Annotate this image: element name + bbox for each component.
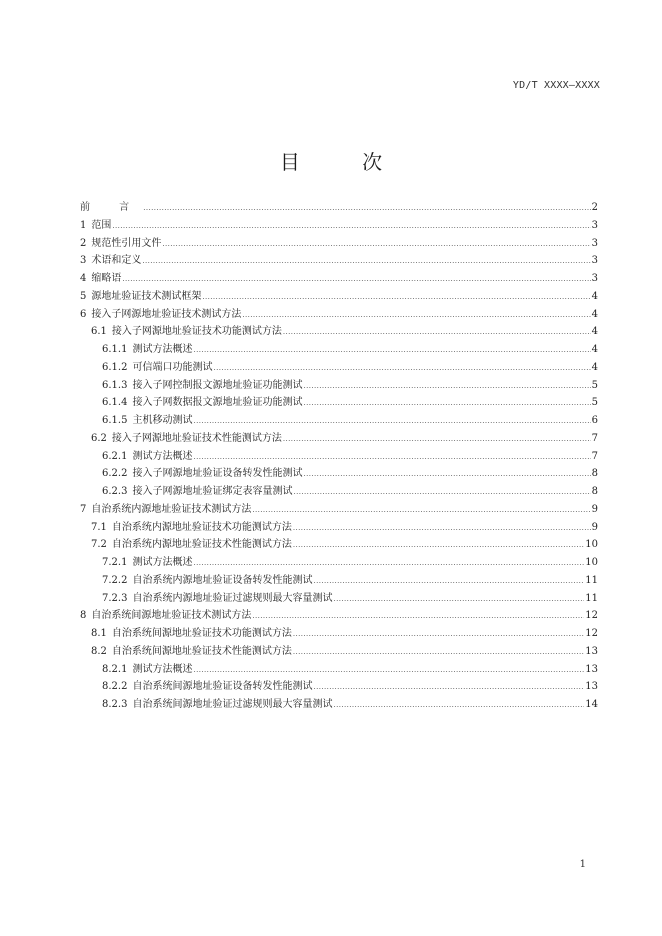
toc-entry[interactable]	[80, 235, 598, 253]
toc-entry-page: 12	[585, 628, 598, 639]
toc-entry-page: 11	[585, 592, 598, 604]
toc-entry-title: 测试方法概述	[132, 663, 193, 675]
toc-entry[interactable]	[80, 288, 598, 306]
page-number: 1	[579, 859, 586, 870]
toc-entry-title: 接入子网源地址验证技术性能测试方法	[111, 432, 282, 444]
toc-entry-number: 6.1	[91, 326, 107, 338]
toc-entry-page: 4	[591, 308, 598, 320]
toc-entry-number: 8.2.1	[102, 663, 128, 675]
toc-entry-title: 主机移动测试	[132, 415, 193, 426]
toc-leader-dots	[303, 466, 590, 484]
toc-leader-dots	[213, 360, 590, 378]
toc-entry-title: 自治系统间源地址验证设备转发性能测试	[132, 681, 313, 693]
toc-leader-dots	[293, 484, 590, 502]
toc-entry-number: 7.2	[91, 539, 107, 551]
toc-entry-number: 7	[80, 503, 87, 515]
toc-leader-dots	[313, 679, 584, 697]
toc-entry-number: 8.2	[91, 645, 107, 657]
toc-entry-page: 11	[585, 574, 598, 586]
toc-entry-number: 6.1.4	[102, 397, 128, 409]
toc-leader-dots	[293, 520, 591, 538]
toc-entry-title: 自治系统间源地址验证技术性能测试方法	[111, 645, 292, 657]
toc-entry-title: 源地址验证技术测试框架	[91, 290, 202, 302]
toc-entry-title: 自治系统内源地址验证技术测试方法	[91, 503, 252, 515]
toc-entry[interactable]	[80, 448, 598, 466]
toc-leader-dots	[193, 449, 590, 467]
toc-entry-page: 9	[591, 503, 598, 515]
toc-entry[interactable]	[80, 607, 598, 625]
toc-entry-number: 7.1	[91, 521, 107, 533]
toc-leader-dots	[283, 324, 591, 342]
toc-entry-title: 自治系统内源地址验证技术功能测试方法	[111, 521, 292, 533]
toc-entry-title: 规范性引用文件	[91, 237, 162, 249]
toc-entry[interactable]	[80, 554, 598, 572]
toc-entry-number: 8.2.2	[102, 681, 128, 693]
toc-entry-number: 4	[80, 273, 87, 284]
toc-leader-dots	[252, 608, 584, 626]
toc-entry-number: 6.2.2	[102, 468, 128, 480]
toc-entry-page: 10	[585, 557, 598, 568]
toc-entry[interactable]	[80, 678, 598, 696]
toc-entry-page: 3	[591, 273, 598, 284]
toc-leader-dots	[242, 307, 590, 325]
toc-entry-page: 5	[591, 379, 598, 391]
toc-entry-title: 自治系统间源地址验证技术功能测试方法	[111, 628, 292, 639]
toc-leader-dots	[293, 537, 584, 555]
toc-entry-title: 自治系统间源地址验证技术测试方法	[91, 610, 252, 622]
toc-entry-title: 接入子网源地址验证设备转发性能测试	[132, 468, 303, 480]
toc-entry-title: 可信端口功能测试	[132, 361, 213, 373]
toc-entry[interactable]	[80, 306, 598, 324]
toc-entry[interactable]	[80, 501, 598, 519]
toc-entry[interactable]	[80, 377, 598, 395]
toc-entry-number: 1	[80, 219, 87, 231]
toc-entry[interactable]	[80, 483, 598, 501]
toc-entry-number: 6.2.3	[102, 486, 128, 497]
toc-entry-title: 自治系统内源地址验证过滤规则最大容量测试	[132, 592, 333, 604]
toc-entry-page: 10	[585, 539, 598, 551]
toc-entry[interactable]	[80, 696, 598, 714]
toc-entry-page: 13	[585, 681, 598, 693]
toc-entry-number: 7.2.3	[102, 592, 128, 604]
toc-entry-title: 范围	[91, 219, 112, 231]
toc-leader-dots	[333, 697, 584, 715]
toc-leader-dots	[303, 395, 590, 413]
toc-entry-page: 8	[591, 486, 598, 497]
toc-leader-dots	[162, 236, 590, 254]
toc-entry[interactable]	[80, 394, 598, 412]
toc-entry[interactable]	[80, 590, 598, 608]
toc-leader-dots	[313, 573, 584, 591]
toc-entry-number: 5	[80, 290, 87, 302]
toc-entry-page: 4	[591, 290, 598, 302]
table-of-contents	[80, 199, 598, 714]
toc-entry[interactable]	[80, 465, 598, 483]
page-title: 目 次	[279, 150, 411, 174]
toc-entry-title: 测试方法概述	[132, 557, 193, 568]
document-code: YD/T XXXX—XXXX	[512, 80, 600, 91]
toc-entry-number: 8	[80, 610, 87, 622]
toc-leader-dots	[193, 413, 590, 431]
toc-entry-number: 6.1.1	[102, 344, 128, 355]
toc-entry[interactable]	[80, 572, 598, 590]
toc-entry[interactable]	[80, 199, 598, 217]
toc-entry[interactable]	[80, 661, 598, 679]
toc-entry[interactable]	[80, 270, 598, 288]
toc-leader-dots	[252, 502, 590, 520]
toc-entry-number: 6.1.2	[102, 361, 128, 373]
toc-entry-page: 12	[585, 610, 598, 622]
toc-entry-title: 接入子网源地址验证技术测试方法	[91, 308, 242, 320]
toc-leader-dots	[122, 271, 590, 289]
toc-leader-dots	[283, 431, 591, 449]
toc-entry-title: 自治系统内源地址验证设备转发性能测试	[132, 574, 313, 586]
toc-entry-title: 自治系统间源地址验证过滤规则最大容量测试	[132, 699, 333, 710]
toc-entry-title: 缩略语	[91, 273, 122, 284]
toc-leader-dots	[143, 200, 590, 218]
toc-entry-number: 3	[80, 255, 87, 267]
toc-entry-page: 13	[585, 663, 598, 675]
toc-entry-number: 7.2.2	[102, 574, 128, 586]
toc-entry-page: 14	[585, 699, 598, 710]
toc-entry-number: 6.1.3	[102, 379, 128, 391]
toc-entry[interactable]	[80, 536, 598, 554]
toc-entry-page: 2	[591, 202, 598, 213]
toc-leader-dots	[193, 555, 584, 573]
toc-entry-page: 7	[591, 450, 598, 462]
toc-leader-dots	[112, 218, 590, 236]
toc-entry-page: 4	[591, 344, 598, 355]
toc-entry-title: 测试方法概述	[132, 450, 193, 462]
toc-entry-page: 3	[591, 219, 598, 231]
toc-leader-dots	[193, 342, 590, 360]
toc-entry[interactable]	[80, 217, 598, 235]
toc-entry-title: 接入子网源地址验证技术功能测试方法	[111, 326, 282, 338]
toc-leader-dots	[333, 591, 584, 609]
toc-leader-dots	[293, 626, 584, 644]
toc-entry-page: 7	[591, 432, 598, 444]
toc-entry-number: 6.2.1	[102, 450, 128, 462]
toc-entry[interactable]	[80, 359, 598, 377]
toc-entry-page: 4	[591, 361, 598, 373]
toc-entry-title: 自治系统内源地址验证技术性能测试方法	[111, 539, 292, 551]
toc-entry[interactable]	[80, 625, 598, 643]
toc-entry[interactable]	[80, 412, 598, 430]
toc-leader-dots	[293, 644, 584, 662]
toc-leader-dots	[303, 378, 590, 396]
toc-entry-title: 测试方法概述	[132, 344, 193, 355]
toc-entry-title: 前 言	[80, 202, 143, 213]
toc-leader-dots	[202, 289, 590, 307]
toc-entry-number: 6.2	[91, 432, 107, 444]
toc-entry-number: 6.1.5	[102, 415, 128, 426]
toc-entry-title: 术语和定义	[91, 255, 142, 267]
toc-entry-number: 2	[80, 237, 87, 249]
toc-entry[interactable]	[80, 252, 598, 270]
toc-leader-dots	[193, 662, 584, 680]
toc-entry[interactable]	[80, 643, 598, 661]
toc-entry-number: 7.2.1	[102, 557, 128, 568]
toc-entry-page: 13	[585, 645, 598, 657]
toc-entry[interactable]	[80, 341, 598, 359]
toc-entry-page: 3	[591, 255, 598, 267]
toc-entry-page: 6	[591, 415, 598, 426]
toc-entry-page: 5	[591, 397, 598, 409]
toc-leader-dots	[142, 253, 590, 271]
toc-entry-title: 接入子网源地址验证绑定表容量测试	[132, 486, 293, 497]
toc-entry-number: 6	[80, 308, 87, 320]
toc-entry[interactable]	[80, 323, 598, 341]
toc-entry-title: 接入子网控制报文源地址验证功能测试	[132, 379, 303, 391]
toc-entry-number: 8.2.3	[102, 699, 128, 710]
toc-entry[interactable]	[80, 430, 598, 448]
toc-entry-page: 8	[591, 468, 598, 480]
toc-entry-page: 4	[591, 326, 598, 338]
toc-entry-title: 接入子网数据报文源地址验证功能测试	[132, 397, 303, 409]
toc-entry-page: 9	[591, 521, 598, 533]
toc-entry-number: 8.1	[91, 628, 107, 639]
toc-entry[interactable]	[80, 519, 598, 537]
toc-entry-page: 3	[591, 237, 598, 249]
